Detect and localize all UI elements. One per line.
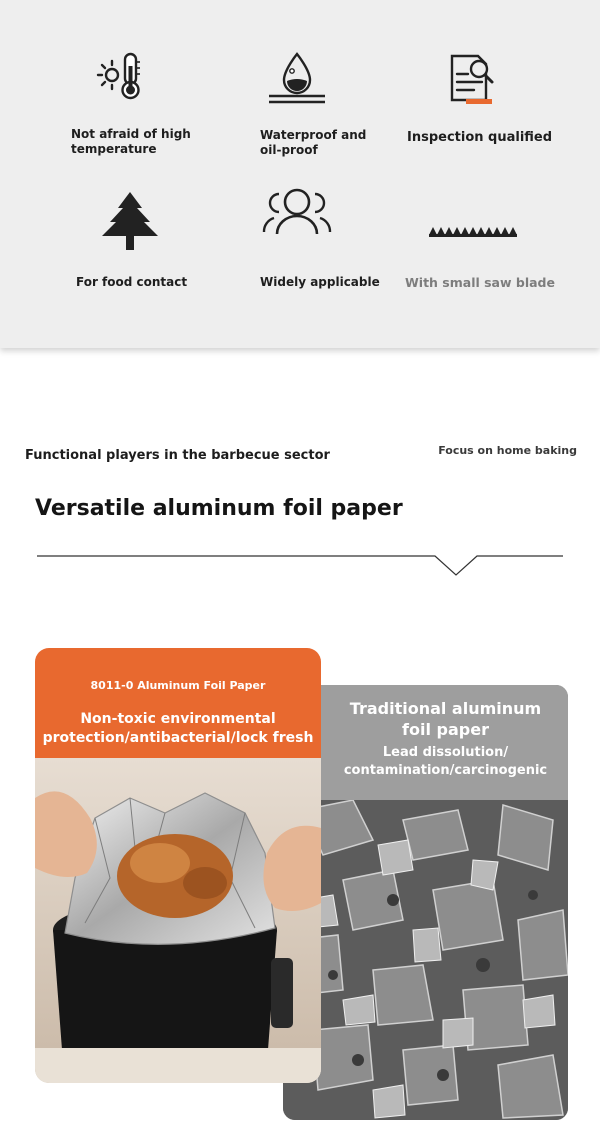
feature-label: Not afraid of high temperature bbox=[71, 127, 191, 156]
water-drop-icon bbox=[266, 50, 328, 110]
feature-label: Widely applicable bbox=[260, 275, 380, 289]
features-panel bbox=[0, 0, 600, 348]
aluminum-foil-subtitle: 8011-0 Aluminum Foil Paper bbox=[90, 679, 266, 692]
feature-label: For food contact bbox=[76, 275, 188, 289]
traditional-foil-title: Traditional aluminum foil paper bbox=[349, 699, 542, 739]
feature-label: Inspection qualified bbox=[407, 130, 553, 145]
tree-icon bbox=[100, 190, 160, 256]
aluminum-foil-title: Non-toxic environmental protection/antibacterial/lock fresh bbox=[42, 711, 314, 746]
saw-blade-icon bbox=[429, 222, 517, 242]
section-tagline: Functional players in the barbecue sector bbox=[25, 448, 330, 463]
inspection-icon bbox=[446, 52, 496, 112]
traditional-foil-subtitle: Lead dissolution/ contamination/carcinogenic bbox=[343, 745, 548, 778]
feature-label: With small saw blade bbox=[405, 275, 555, 290]
feature-label: Waterproof and oil-proof bbox=[260, 128, 367, 157]
air-fryer-chicken-photo bbox=[35, 758, 321, 1083]
thermometer-icon bbox=[96, 50, 148, 106]
aluminum-foil-header bbox=[35, 648, 321, 758]
aluminum-foil-card bbox=[35, 648, 321, 1083]
section-focus-label: Focus on home baking bbox=[438, 444, 577, 457]
divider-line bbox=[37, 548, 563, 578]
page-title: Versatile aluminum foil paper bbox=[35, 496, 403, 521]
traditional-foil-header bbox=[283, 685, 568, 800]
traditional-foil-card bbox=[283, 685, 568, 1120]
people-icon bbox=[262, 186, 332, 242]
traditional-foil-photo bbox=[283, 800, 568, 1120]
